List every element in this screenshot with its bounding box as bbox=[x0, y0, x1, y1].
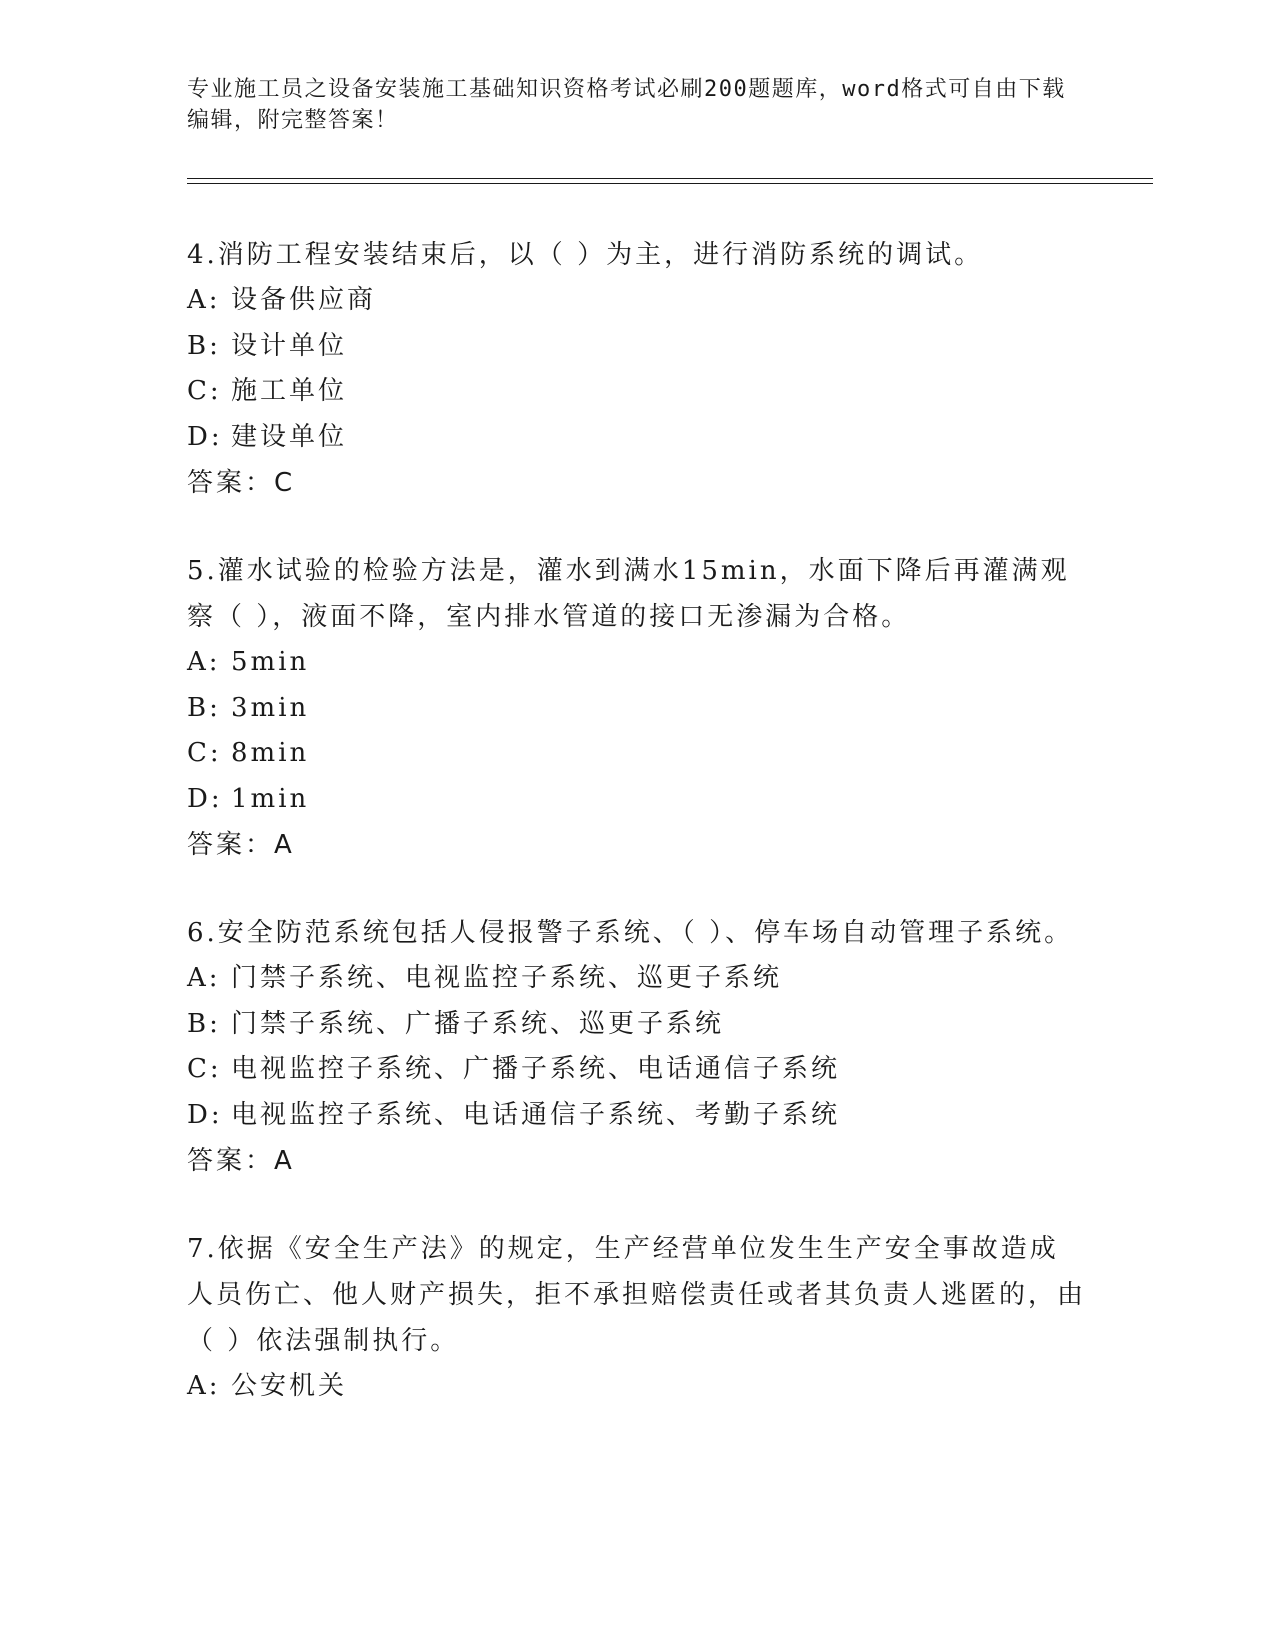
question-option bbox=[187, 1002, 1087, 1048]
option-letter: B: bbox=[187, 692, 221, 723]
option-text: 1min bbox=[231, 783, 310, 814]
question-stem: 6.安全防范系统包括人侵报警子系统、（ ）、停车场自动管理子系统。 bbox=[187, 918, 1074, 948]
question-option bbox=[187, 1047, 1087, 1093]
option-letter: D: bbox=[187, 1099, 223, 1130]
question-option bbox=[187, 1093, 1087, 1139]
document-header-title: 专业施工员之设备安装施工基础知识资格考试必刷200题题库，word格式可自由下载编辑，附完整答案！ bbox=[187, 77, 1066, 133]
option-text: 门禁子系统、电视监控子系统、巡更子系统 bbox=[231, 963, 783, 993]
option-text: 电视监控子系统、电话通信子系统、考勤子系统 bbox=[231, 1099, 841, 1130]
option-text: 电视监控子系统、广播子系统、电话通信子系统 bbox=[231, 1054, 841, 1084]
question-item bbox=[187, 1226, 1087, 1410]
option-text: 门禁子系统、广播子系统、巡更子系统 bbox=[231, 1008, 725, 1039]
option-text: 建设单位 bbox=[231, 421, 348, 452]
option-letter: B: bbox=[187, 330, 221, 361]
option-text: 设备供应商 bbox=[231, 285, 377, 315]
question-option bbox=[187, 369, 1087, 415]
question-option bbox=[187, 324, 1087, 370]
question-option bbox=[187, 1364, 1087, 1410]
question-stem: 5.灌水试验的检验方法是，灌水到满水15min，水面下降后再灌满观察（ ），液面不降，室内排水管道的接口无渗漏为合格。 bbox=[187, 556, 1070, 632]
option-text: 公安机关 bbox=[231, 1371, 348, 1401]
option-letter: C: bbox=[187, 1054, 222, 1084]
option-letter: B: bbox=[187, 1008, 221, 1039]
question-item bbox=[187, 548, 1087, 868]
question-list bbox=[187, 232, 1087, 1452]
question-option bbox=[187, 777, 1087, 823]
question-answer: 答案：A bbox=[187, 830, 295, 860]
option-letter: C: bbox=[187, 376, 222, 406]
option-text: 设计单位 bbox=[231, 330, 348, 361]
question-option bbox=[187, 415, 1087, 461]
question-option bbox=[187, 731, 1087, 777]
option-letter: C: bbox=[187, 738, 222, 768]
option-text: 施工单位 bbox=[231, 376, 348, 406]
option-text: 5min bbox=[231, 647, 310, 677]
header-divider-top bbox=[187, 178, 1153, 179]
option-text: 8min bbox=[231, 738, 310, 768]
question-stem: 7.依据《安全生产法》的规定，生产经营单位发生生产安全事故造成人员伤亡、他人财产损失，拒不承担赔偿责任或者其负责人逃匿的，由（ ）依法强制执行。 bbox=[187, 1234, 1087, 1356]
question-option bbox=[187, 640, 1087, 686]
question-option bbox=[187, 278, 1087, 324]
question-item bbox=[187, 232, 1087, 506]
question-stem: 4.消防工程安装结束后，以（ ）为主，进行消防系统的调试。 bbox=[187, 240, 984, 270]
option-letter: A: bbox=[187, 1371, 221, 1401]
option-letter: A: bbox=[187, 647, 221, 677]
question-item bbox=[187, 910, 1087, 1184]
option-text: 3min bbox=[231, 692, 310, 723]
question-option bbox=[187, 686, 1087, 732]
question-answer: 答案：C bbox=[187, 468, 296, 498]
option-letter: D: bbox=[187, 783, 223, 814]
option-letter: A: bbox=[187, 285, 221, 315]
option-letter: A: bbox=[187, 963, 221, 993]
option-letter: D: bbox=[187, 421, 223, 452]
question-answer: 答案：A bbox=[187, 1146, 295, 1176]
question-option bbox=[187, 956, 1087, 1002]
header-divider-bottom bbox=[187, 183, 1153, 184]
